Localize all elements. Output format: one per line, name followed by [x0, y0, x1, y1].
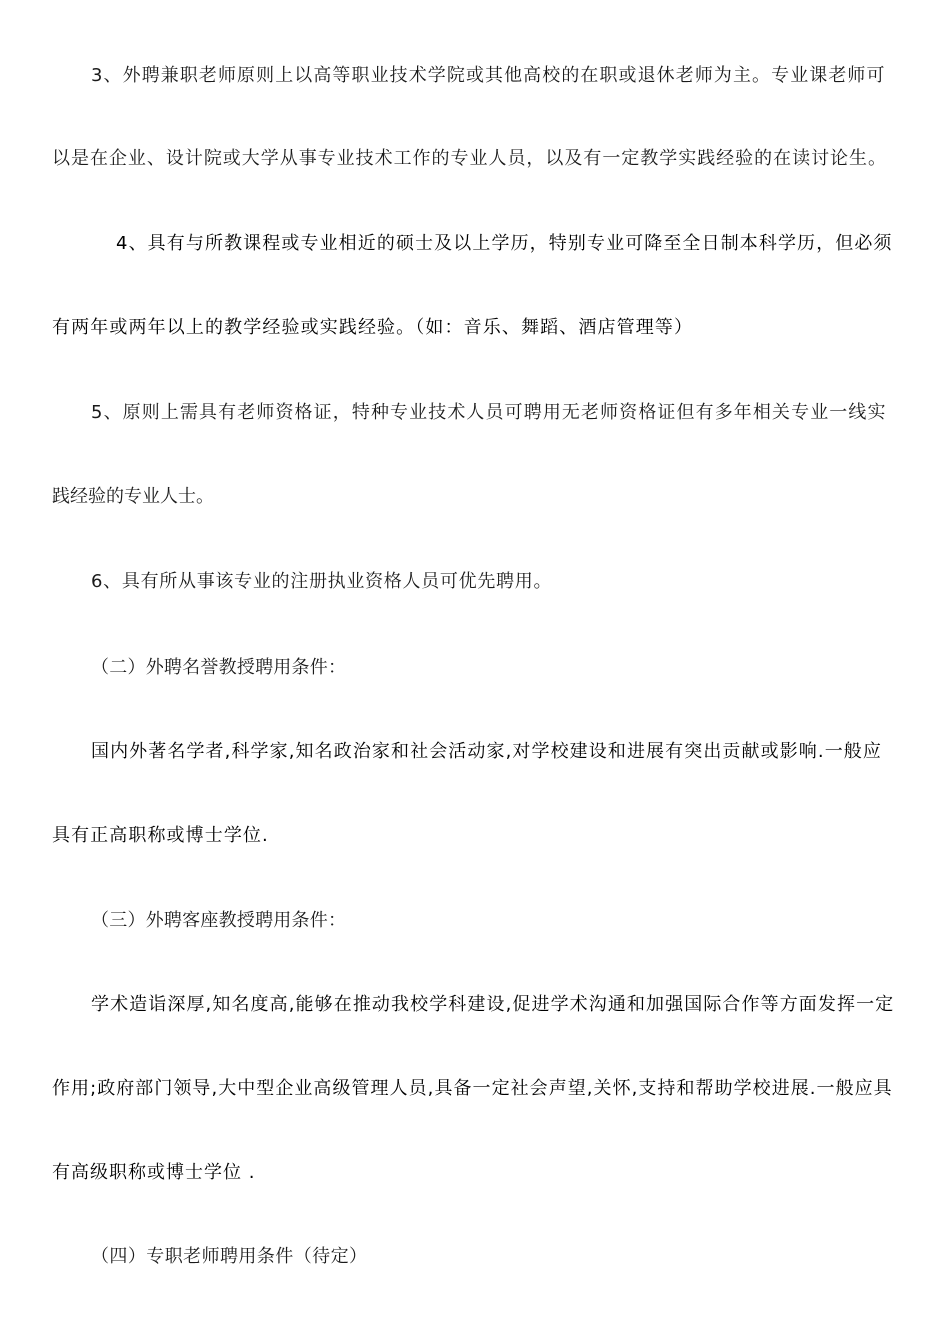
section-heading: （三）外聘客座教授聘用条件：: [91, 910, 347, 931]
paragraph-line: 有两年或两年以上的教学经验或实践经验。（如：音乐、舞蹈、酒店管理等）: [52, 317, 694, 338]
paragraph-line: 学术造诣深厚,知名度高,能够在推动我校学科建设,促进学术沟通和加强国际合作等方面发挥一定: [91, 994, 895, 1015]
paragraph-line: 国内外著名学者,科学家,知名政治家和社会活动家,对学校建设和进展有突出贡献或影响.一般应: [91, 741, 882, 762]
paragraph-line: 践经验的专业人士。: [52, 486, 214, 507]
paragraph-line: 3、外聘兼职老师原则上以高等职业技术学院或其他高校的在职或退休老师为主。专业课老师可: [91, 65, 886, 86]
paragraph-line: 作用;政府部门领导,大中型企业高级管理人员,具备一定社会声望,关怀,支持和帮助学校进展.一般应具: [52, 1078, 893, 1099]
paragraph-line: 有高级职称或博士学位 .: [52, 1162, 256, 1183]
section-heading: （二）外聘名誉教授聘用条件：: [91, 657, 347, 678]
section-heading: （四）专职老师聘用条件（待定）: [91, 1246, 368, 1267]
paragraph-line: 4、具有与所教课程或专业相近的硕士及以上学历，特别专业可降至全日制本科学历，但必须: [116, 233, 893, 254]
paragraph-line: 6、具有所从事该专业的注册执业资格人员可优先聘用。: [91, 571, 553, 592]
paragraph-line: 5、原则上需具有老师资格证，特种专业技术人员可聘用无老师资格证但有多年相关专业一线实: [91, 402, 887, 423]
paragraph-line: 具有正高职称或博士学位.: [52, 825, 269, 846]
paragraph-line: 以是在企业、设计院或大学从事专业技术工作的专业人员，以及有一定教学实践经验的在读讨论生。: [52, 148, 887, 169]
